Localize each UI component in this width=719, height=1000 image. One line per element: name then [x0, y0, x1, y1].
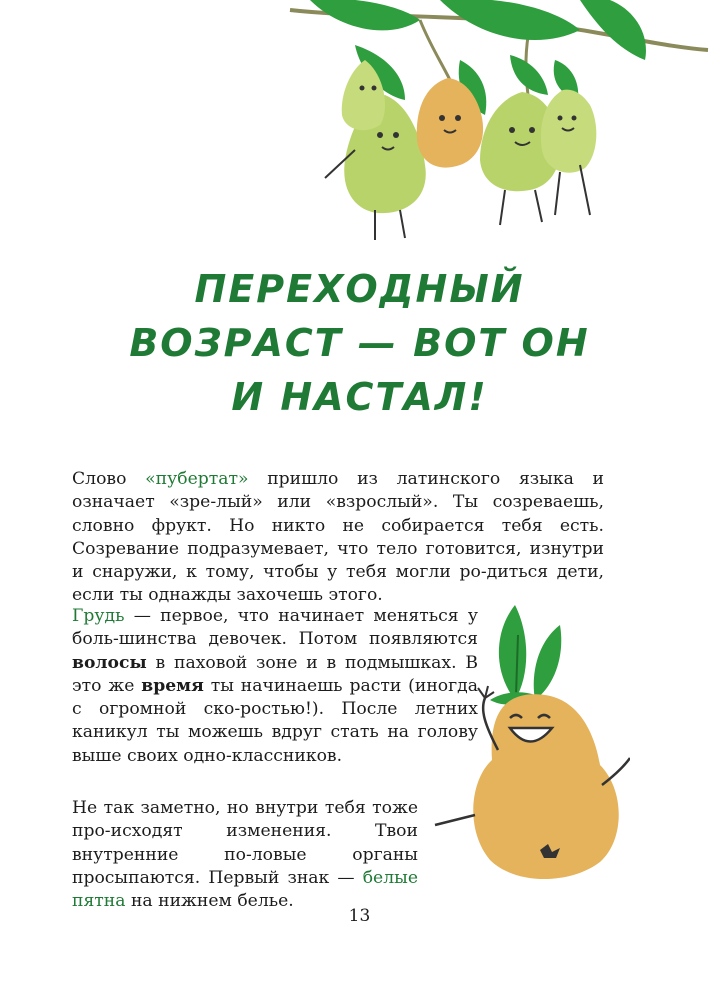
- title-line-1: ПЕРЕХОДНЫЙ: [194, 267, 525, 311]
- text-segment: в паховой зоне и в подмышках. В это же: [72, 652, 478, 696]
- text-segment: ты начинаешь расти (иногда с огромной ско-ростью!). После летних каникул ты можешь вдруг стать на голову выше своих одно-классников.: [72, 675, 478, 766]
- paragraph-internal-changes: [72, 797, 418, 913]
- highlighted-term-puberty: «пубертат»: [145, 469, 249, 489]
- title-line-2: ВОЗРАСТ — ВОТ ОН: [129, 321, 590, 365]
- pears-on-branch-illustration: [280, 0, 710, 250]
- text-segment: Не так заметно, но внутри тебя тоже про-исходят изменения. Твои внутренние по-ловые органы просыпаются. Первый знак —: [72, 798, 418, 888]
- paragraph-puberty-definition: [72, 468, 604, 608]
- text-segment: Слово: [72, 469, 146, 489]
- text-segment: — первое, что начинает меняться у боль-шинства девочек. Потом появляются: [72, 606, 478, 650]
- highlighted-term-breast: Грудь: [72, 606, 125, 626]
- page-number: 13: [348, 906, 371, 926]
- text-segment: пришло из латинского языка и означает «зре-лый» или «взрослый». Ты созреваешь, словно фрукт. Но никто не собирается тебя есть. Созревание подразумевает, что тело готовится, изнутри и снаружи, к тому, чтобы у тебя могли ро-диться дети, если ты однажды захочешь этого.: [72, 469, 604, 606]
- bold-term-time: время: [141, 675, 204, 696]
- smiling-pear-illustration: [430, 600, 630, 890]
- paragraph-body-changes: [72, 605, 478, 768]
- title-line-3: И НАСТАЛ!: [231, 375, 488, 419]
- bold-term-hair: волосы: [72, 652, 147, 673]
- highlighted-term-white-spots: белые пятна: [72, 867, 418, 912]
- page-title: [0, 262, 719, 424]
- text-segment: на нижнем белье.: [125, 891, 294, 912]
